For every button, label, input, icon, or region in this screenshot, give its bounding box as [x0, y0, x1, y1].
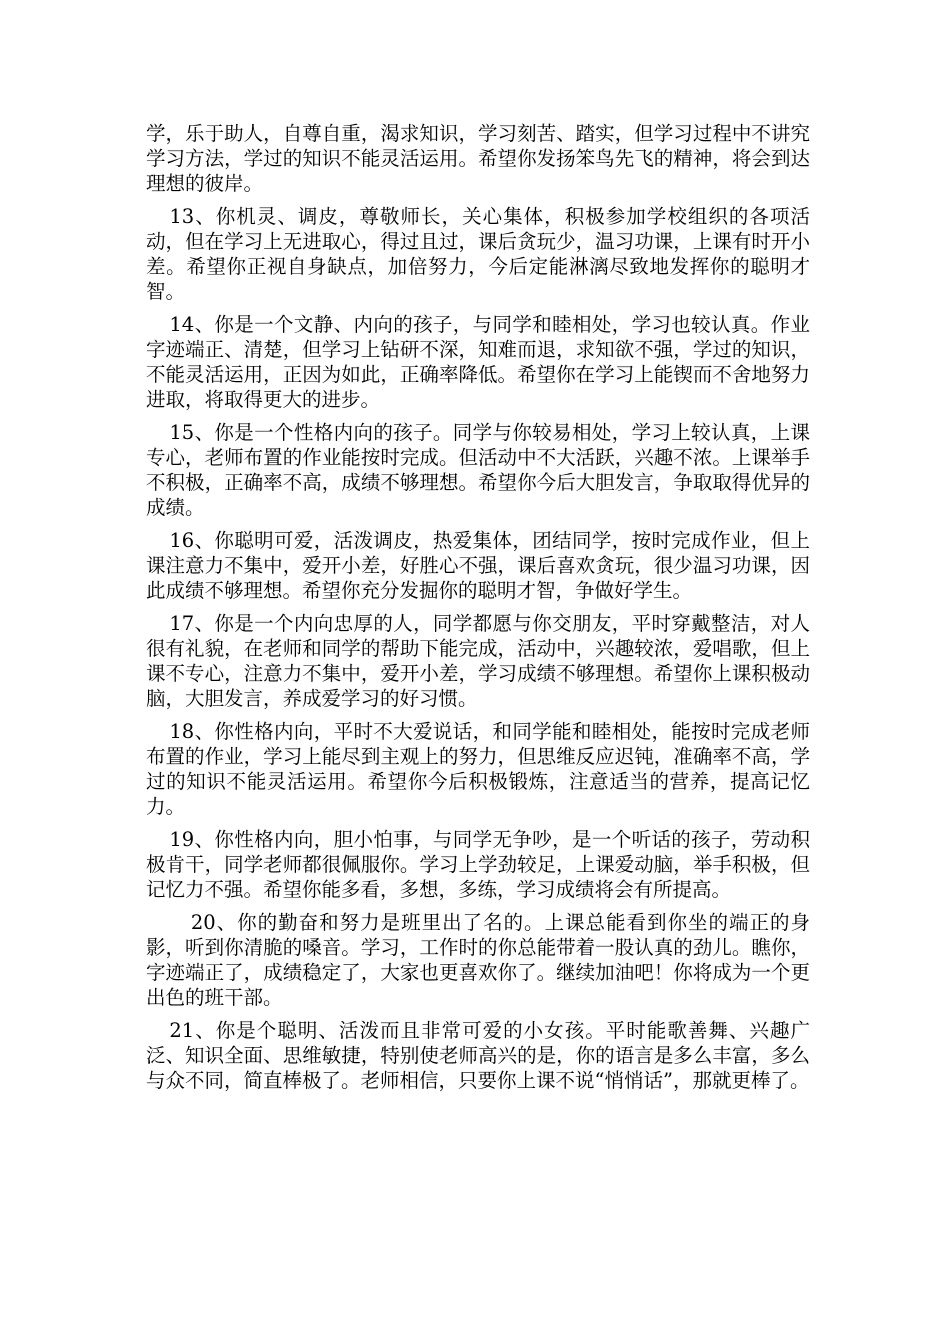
paragraph-13: 13、你机灵、调皮，尊敬师长，关心集体，积极参加学校组织的各项活动，但在学习上无进取心，得过且过，课后贪玩少，温习功课，上课有时开小差。希望你正视自身缺点，加倍努力，今后定能淋漓尽致地发挥你的聪明才智。 [146, 205, 810, 303]
paragraph-19: 19、你性格内向，胆小怕事，与同学无争吵，是一个听话的孩子，劳动积极肯干，同学老师都很佩服你。学习上学劲较足，上课爱动脑，举手积极，但记忆力不强。希望你能多看，多想，多练，学习成绩将会有所提高。 [146, 828, 810, 901]
paragraph-21: 21、你是个聪明、活泼而且非常可爱的小女孩。平时能歌善舞、兴趣广泛、知识全面、思维敏捷，特别使老师高兴的是，你的语言是多么丰富，多么与众不同，简直棒极了。老师相信，只要你上课不说“悄悄话”，那就更棒了。 [146, 1019, 810, 1092]
paragraph-continued: 学，乐于助人，自尊自重，渴求知识，学习刻苦、踏实，但学习过程中不讲究学习方法，学过的知识不能灵活运用。希望你发扬笨鸟先飞的精神，将会到达理想的彼岸。 [146, 122, 810, 195]
paragraph-14: 14、你是一个文静、内向的孩子，与同学和睦相处，学习也较认真。作业字迹端正、清楚，但学习上钻研不深，知难而退，求知欲不强，学过的知识，不能灵活运用，正因为如此，正确率降低。希望你在学习上能锲而不舍地努力进取，将取得更大的进步。 [146, 313, 810, 411]
paragraph-17: 17、你是一个内向忠厚的人，同学都愿与你交朋友，平时穿戴整洁，对人很有礼貌，在老师和同学的帮助下能完成，活动中，兴趣较浓，爱唱歌，但上课不专心，注意力不集中，爱开小差，学习成绩不够理想。希望你上课积极动脑，大胆发言，养成爱学习的好习惯。 [146, 612, 810, 710]
document-body [146, 121, 810, 1101]
paragraph-15: 15、你是一个性格内向的孩子。同学与你较易相处，学习上较认真，上课专心，老师布置的作业能按时完成。但活动中不大活跃，兴趣不浓。上课举手不积极，正确率不高，成绩不够理想。希望你今后大胆发言，争取取得优异的成绩。 [146, 421, 810, 519]
paragraph-20: 20、你的勤奋和努力是班里出了名的。上课总能看到你坐的端正的身影，听到你清脆的嗓音。学习，工作时的你总能带着一股认真的劲儿。瞧你，字迹端正了，成绩稳定了，大家也更喜欢你了。继续加油吧！你将成为一个更出色的班干部。 [146, 911, 810, 1009]
paragraph-16: 16、你聪明可爱，活泼调皮，热爱集体，团结同学，按时完成作业，但上课注意力不集中，爱开小差，好胜心不强，课后喜欢贪玩，很少温习功课，因此成绩不够理想。希望你充分发掘你的聪明才智，争做好学生。 [146, 529, 810, 602]
paragraph-18: 18、你性格内向，平时不大爱说话，和同学能和睦相处，能按时完成老师布置的作业，学习上能尽到主观上的努力，但思维反应迟钝，准确率不高，学过的知识不能灵活运用。希望你今后积极锻炼，注意适当的营养，提高记忆力。 [146, 720, 810, 818]
